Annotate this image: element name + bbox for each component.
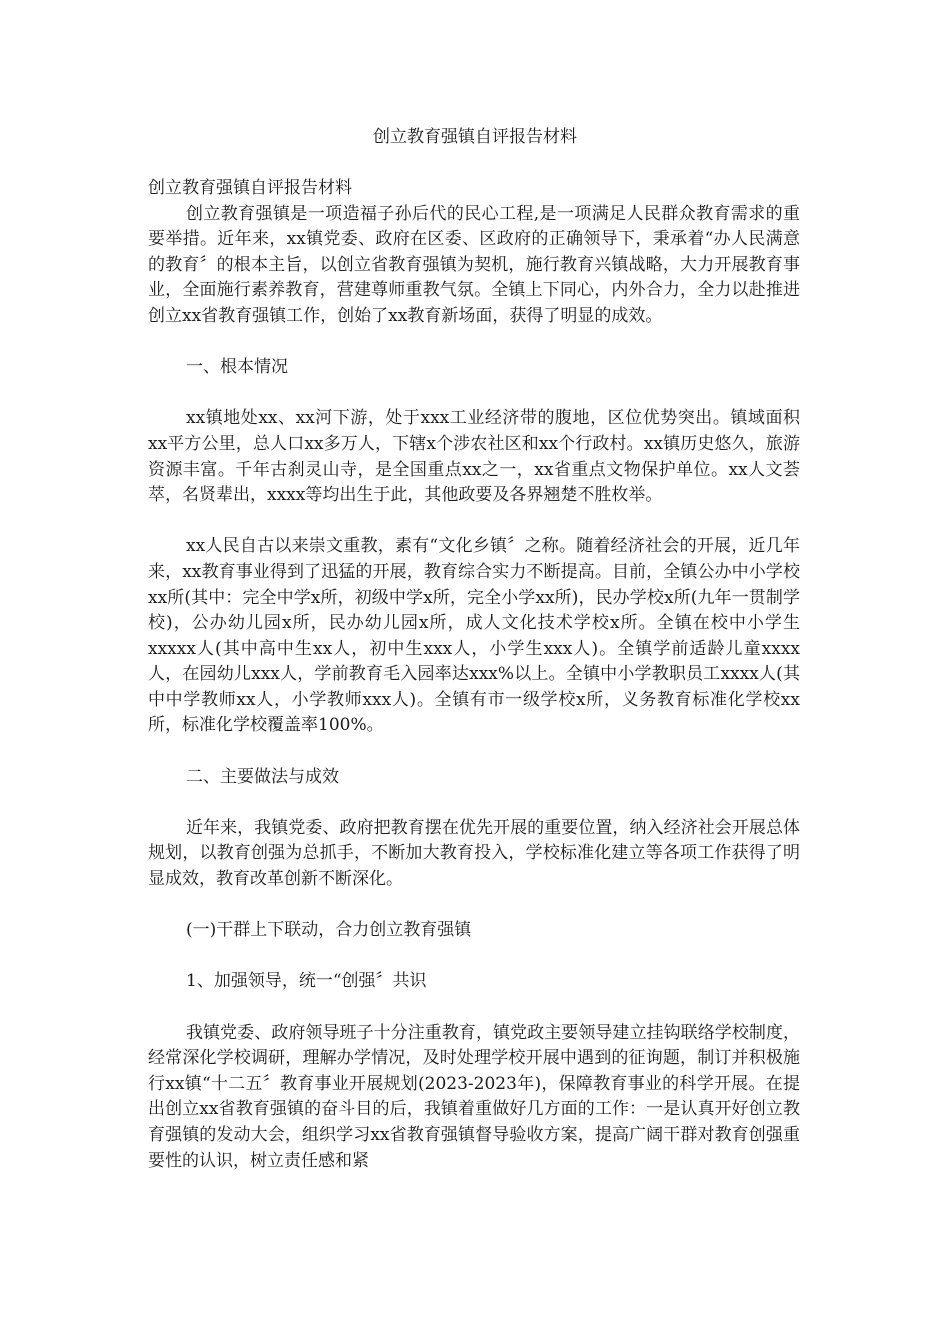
subsection-heading-joint-effort: (一)干群上下联动，合力创立教育强镇 <box>186 920 472 941</box>
section-heading-main-practices: 二、主要做法与成效 <box>186 766 339 787</box>
section-heading-basic-situation: 一、根本情况 <box>186 357 288 378</box>
paragraph-practices-intro: 近年来，我镇党委、政府把教育摆在优先开展的重要位置，纳入经济社会开展总体规划，以教育创强为总抓手，不断加大教育投入，学校标准化建立等各项工作获得了明显成效，教育改革创新不断深化。 <box>148 817 800 890</box>
document-body <box>148 176 800 1174</box>
paragraph-leadership: 我镇党委、政府领导班子十分注重教育，镇党政主要领导建立挂钩联络学校制度，经常深化学校调研，理解办学情况，及时处理学校开展中遇到的征询题，制订并积极施行xx镇“十二五〞教育事业开展规划(2023-2023年)，保障教育事业的科学开展。在提出创立xx省教育强镇的奋斗目的后，我镇着重做好几方面的工作：一是认真开好创立教育强镇的发动大会，组织学习xx省教育强镇督导验收方案，提高广阔干群对教育创强重要性的认识，树立责任感和紧 <box>148 1022 800 1171</box>
document-title: 创立教育强镇自评报告材料 <box>373 127 577 147</box>
paragraph-education-overview: xx人民自古以来崇文重教，素有“文化乡镇〞之称。随着经济社会的开展，近几年来，xx教育事业得到了迅猛的开展，教育综合实力不断提高。目前，全镇公办中小学校xx所(其中：完全中学x所，初级中学x所，完全小学xx所)，民办学校x所(九年一贯制学校)，公办幼儿园x所，民办幼儿园x所，成人文化技术学校x所。全镇在校中小学生xxxxx人(其中高中生xx人，初中生xxx人，小学生xxx人)。全镇学前适龄儿童xxxx人，在园幼儿xxx人，学前教育毛入园率达xxx%以上。全镇中小学教职员工xxxx人(其中中学教师xx人，小学教师xxx人)。全镇有市一级学校x所，义务教育标准化学校xx所，标准化学校覆盖率100%。 <box>148 536 800 736</box>
item-heading-leadership: 1、加强领导，统一“创强〞共识 <box>186 971 427 992</box>
paragraph-location: xx镇地处xx、xx河下游，处于xxx工业经济带的腹地，区位优势突出。镇域面积xx平方公里，总人口xx多万人，下辖x个涉农社区和xx个行政村。xx镇历史悠久，旅游资源丰富。千年古刹灵山寺，是全国重点xx之一，xx省重点文物保护单位。xx人文荟萃，名贤辈出，xxxx等均出生于此，其他政要及各界翘楚不胜枚举。 <box>148 408 800 506</box>
document-subtitle: 创立教育强镇自评报告材料 <box>148 178 352 198</box>
intro-paragraph: 创立教育强镇是一项造福子孙后代的民心工程,是一项满足人民群众教育需求的重要举措。近年来，xx镇党委、政府在区委、区政府的正确领导下，秉承着“办人民满意的教育〞的根本主旨，以创立省教育强镇为契机，施行教育兴镇战略，大力开展教育事业，全面施行素养教育，营建尊师重教气氛。全镇上下同心，内外合力，全力以赴推进创立xx省教育强镇工作，创始了xx教育新场面，获得了明显的成效。 <box>148 203 800 326</box>
